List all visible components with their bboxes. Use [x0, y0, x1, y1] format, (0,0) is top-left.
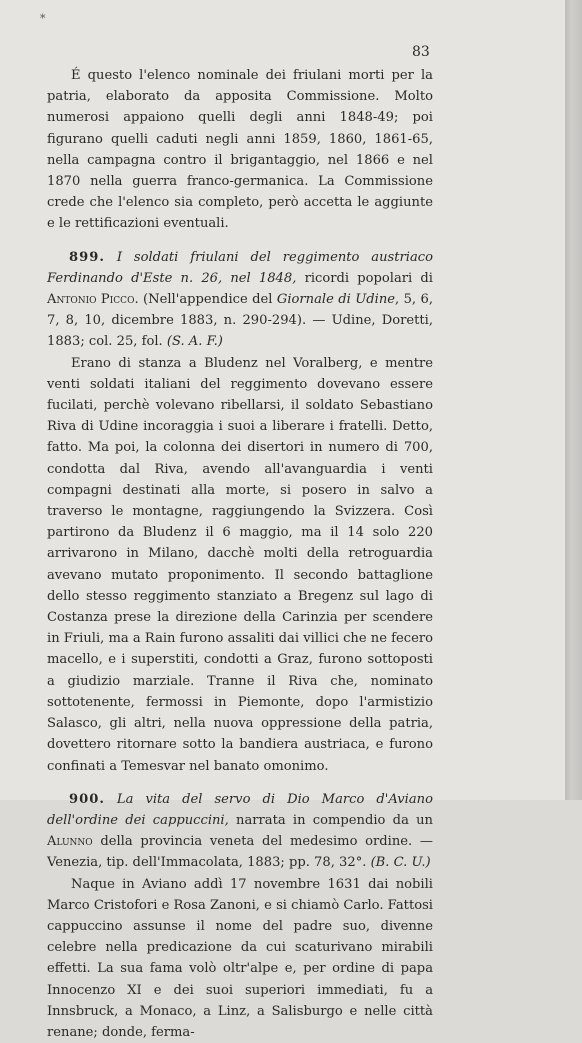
corner-mark: * — [40, 12, 46, 25]
page-number: 83 — [412, 44, 430, 60]
entry-title-tail: narrata in compendio da un — [228, 812, 433, 828]
entry-title: I soldati friulani del reggimento austriaco Ferdinando d'Este n. 26, nel 1848, — [47, 249, 433, 286]
page-text — [47, 65, 433, 1043]
entry-title: La vita del servo di Dio Marco d'Aviano dell'ordine dei cappuccini, — [47, 791, 433, 828]
entry-body: Erano di stanza a Bludenz nel Voralberg, e mentre venti soldati italiani del reggimento dovevano essere fucilati, perchè volevano ribellarsi, il soldato Sebastiano Riva di Udine incoraggia i suoi a liberare i fratelli. Detto, fatto. Ma poi, la colonna dei disertori in numero di 700, condotta dal Riva, avendo all'avanguardia i venti compagni destinati alla morte, si posero in salvo a traverso le montagne, raggiungendo la Svizzera. Così partirono da Bludenz il 6 maggio, ma il 14 solo 220 arrivarono in Milano, dacchè molti della retroguardia avevano mutato proponimento. Il secondo battaglione dello stesso reggimento stanziato a Bregenz sul lago di Costanza prese la direzione della Carinzia per scendere in Friuli, ma a Rain furono assaliti dai villici che ne fecero macello, e i superstiti, condotti a Graz, furono sottoposti a giudizio marziale. Tranne il Riva che, nominato sottotenente, fermossi in Piemonte, dopo l'armistizio Salasco, gli altri, nella nuova oppressione della patria, dovettero ritornare sotto la bandiera austriaca, e furono confinati a Temesvar nel banato omonimo. — [47, 355, 433, 774]
entry-siglum: (S. A. F.) — [166, 334, 223, 350]
entry-author: Antonio Picco — [47, 292, 135, 308]
entry-heading — [47, 789, 433, 874]
entry-publication: . (Nell'appendice del — [134, 292, 277, 308]
entry-title-tail: ricordi popolari di — [296, 270, 433, 286]
intro-paragraph: É questo l'elenco nominale dei friulani morti per la patria, elaborato da apposita Commissione. Molto numerosi appaiono quelli degli anni 1848-49; poi figurano quelli caduti negli anni 1859, 1860, 1861-65, nella campagna contro il brigantaggio, nel 1866 e nel 1870 nella guerra franco-germanica. La Commissione crede che l'elenco sia completo, però accetta le aggiunte e le rettificazioni eventuali. — [47, 68, 433, 232]
entry-author: Alunno — [47, 834, 93, 850]
entry-journal: Giornale di Udine — [276, 292, 396, 308]
entry-heading — [47, 247, 433, 353]
entry-publication: della provincia veneta del medesimo ordine. — Venezia, tip. dell'Immacolata, 1883; pp. 78, 32°. — [47, 834, 433, 871]
page-edge — [565, 0, 582, 800]
entry-number: 899. — [69, 249, 105, 265]
entry-body: Naque in Aviano addì 17 novembre 1631 dai nobili Marco Cristofori e Rosa Zanoni, e si chiamò Carlo. Fattosi cappuccino assunse il nome del padre suo, divenne celebre nella predicazione da cui scaturivano mirabili effetti. La sua fama volò oltr'alpe e, per ordine di papa Innocenzo XI e dei suoi superiori immediati, fu a Innsbruck, a Monaco, a Linz, a Salisburgo e nelle città renane; donde, ferma- — [47, 876, 433, 1040]
entry-publication-tail: , 5, 6, 7, 8, 10, dicembre 1883, n. 290-294). — Udine, Doretti, 1883; col. 25, fol. — [47, 292, 433, 350]
entry-900 — [47, 789, 433, 1043]
entry-siglum: (B. C. U.) — [370, 855, 431, 871]
entry-899 — [47, 247, 433, 777]
entry-number: 900. — [69, 791, 105, 807]
